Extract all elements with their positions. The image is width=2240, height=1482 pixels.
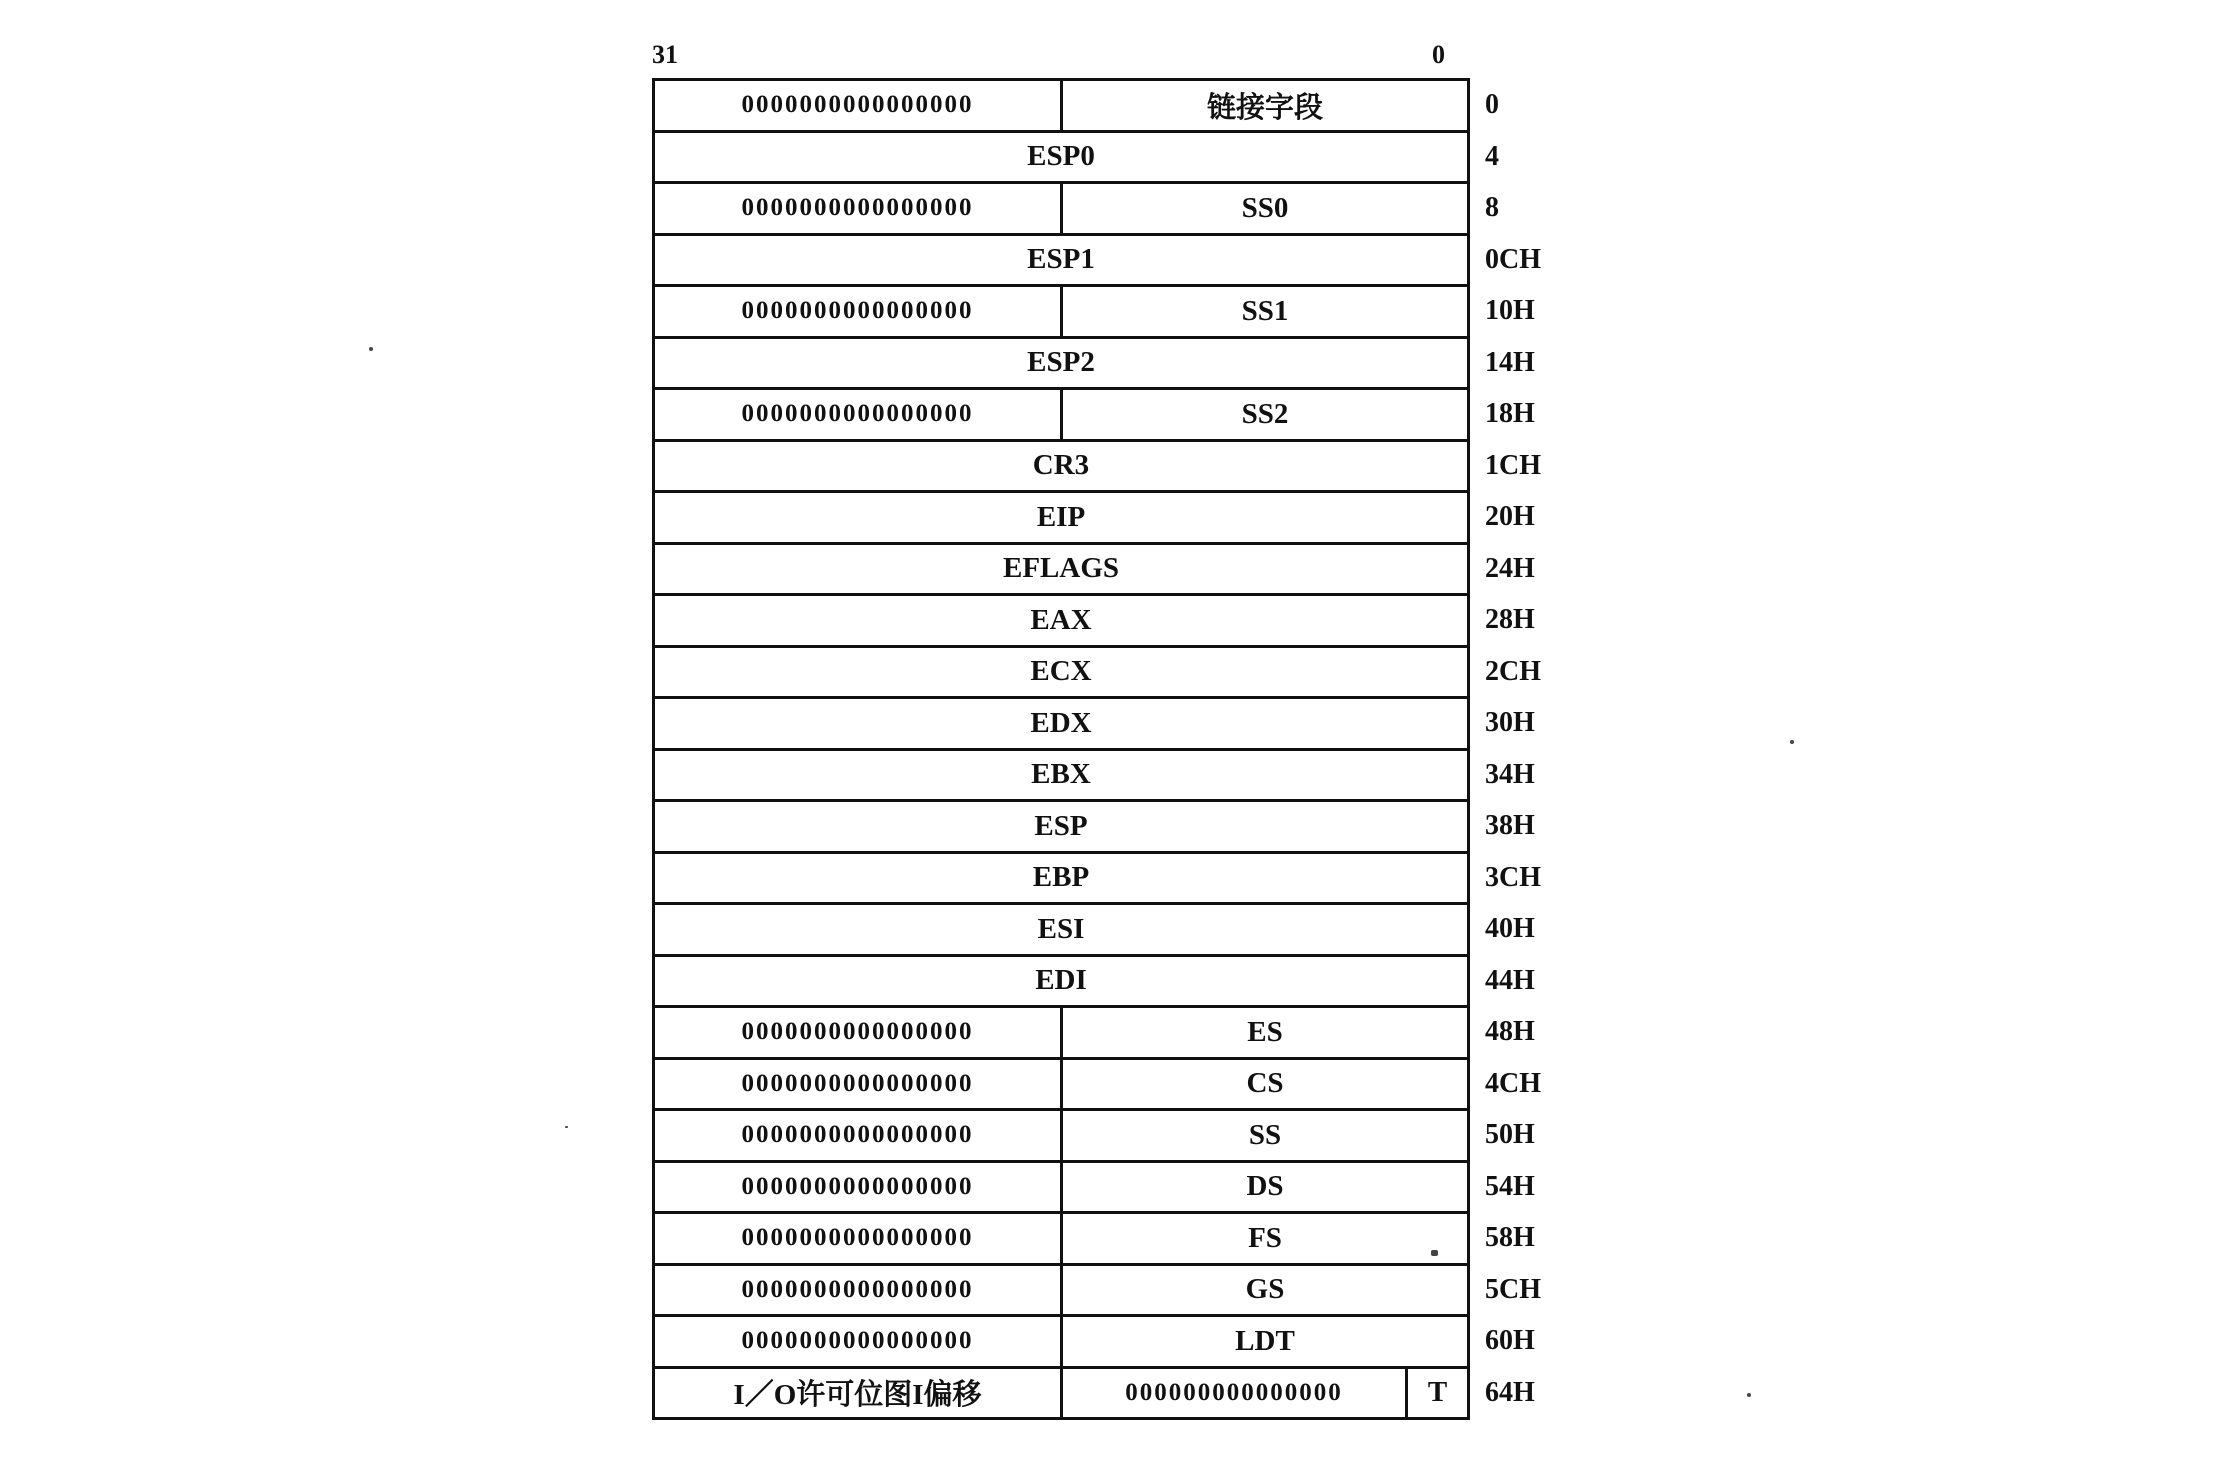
scan-speck bbox=[1747, 1393, 1751, 1397]
field-cell: ESP1 bbox=[1027, 243, 1095, 276]
reserved-bits-cell: 0000000000000000 bbox=[655, 1008, 1063, 1057]
offset-label: 4 bbox=[1485, 140, 1499, 172]
offset-label: 18H bbox=[1485, 398, 1535, 430]
field-cell: EDX bbox=[1030, 706, 1092, 739]
offset-label: 60H bbox=[1485, 1325, 1535, 1357]
offset-label: 30H bbox=[1485, 707, 1535, 739]
tss-row bbox=[655, 545, 1535, 597]
field-cell: CR3 bbox=[1032, 449, 1090, 482]
offset-label: 28H bbox=[1485, 604, 1535, 636]
tss-row bbox=[655, 802, 1535, 854]
reserved-bits-cell: 0000000000000000 bbox=[655, 81, 1063, 130]
tss-row bbox=[655, 699, 1535, 751]
offset-label: 0 bbox=[1485, 89, 1499, 121]
field-cell: ESI bbox=[1037, 912, 1085, 945]
offset-label: 14H bbox=[1485, 346, 1535, 378]
offset-label: 64H bbox=[1485, 1376, 1535, 1408]
tss-row bbox=[655, 1163, 1535, 1215]
offset-label: 20H bbox=[1485, 501, 1535, 533]
reserved-bits-cell: 0000000000000000 bbox=[655, 390, 1063, 439]
field-cell: DS bbox=[1246, 1170, 1284, 1203]
field-cell: ECX bbox=[1030, 655, 1092, 688]
reserved-bits-cell: 0000000000000000 bbox=[655, 1317, 1063, 1366]
offset-label: 50H bbox=[1485, 1119, 1535, 1151]
io-bitmap-offset-cell: I／O许可位图I偏移 bbox=[655, 1369, 1063, 1418]
bit-0-label: 0 bbox=[1432, 40, 1445, 69]
reserved-bits-cell: 0000000000000000 bbox=[655, 1266, 1063, 1315]
field-cell: EDI bbox=[1035, 964, 1087, 997]
reserved-bits-cell: 0000000000000000 bbox=[655, 287, 1063, 336]
field-cell: GS bbox=[1245, 1273, 1285, 1306]
tss-row bbox=[655, 287, 1535, 339]
offset-label: 4CH bbox=[1485, 1067, 1541, 1099]
field-cell: ES bbox=[1247, 1015, 1283, 1048]
trap-flag-cell: T bbox=[1427, 1376, 1448, 1409]
tss-row bbox=[655, 339, 1535, 391]
tss-row bbox=[655, 1111, 1535, 1163]
tss-row bbox=[655, 1369, 1535, 1421]
tss-row bbox=[655, 1060, 1541, 1112]
tss-row bbox=[655, 957, 1535, 1009]
field-cell: EFLAGS bbox=[1002, 552, 1120, 585]
tss-row bbox=[655, 236, 1541, 288]
tss-row bbox=[655, 442, 1541, 494]
offset-label: 1CH bbox=[1485, 449, 1541, 481]
offset-label: 3CH bbox=[1485, 861, 1541, 893]
offset-label: 34H bbox=[1485, 758, 1535, 790]
reserved-bits-cell: 0000000000000000 bbox=[655, 1060, 1063, 1109]
tss-row bbox=[655, 1317, 1535, 1369]
field-cell: CS bbox=[1246, 1067, 1284, 1100]
offset-label: 48H bbox=[1485, 1016, 1535, 1048]
field-cell: ESP0 bbox=[1027, 140, 1095, 173]
field-cell: SS0 bbox=[1241, 191, 1289, 224]
scan-speck bbox=[1431, 1250, 1438, 1256]
tss-row bbox=[655, 1008, 1535, 1060]
offset-label: 54H bbox=[1485, 1170, 1535, 1202]
tss-row bbox=[655, 1214, 1535, 1266]
tss-row bbox=[655, 493, 1535, 545]
tss-row bbox=[655, 905, 1535, 957]
field-cell: ESP2 bbox=[1027, 346, 1095, 379]
field-cell: EIP bbox=[1036, 500, 1086, 533]
offset-label: 0CH bbox=[1485, 243, 1541, 275]
offset-label: 10H bbox=[1485, 295, 1535, 327]
tss-row bbox=[655, 81, 1499, 133]
bit-31-label: 31 bbox=[652, 40, 678, 69]
tss-structure-table bbox=[652, 78, 1541, 1420]
field-cell: FS bbox=[1248, 1221, 1282, 1254]
offset-label: 5CH bbox=[1485, 1273, 1541, 1305]
field-cell: SS bbox=[1248, 1118, 1282, 1151]
offset-label: 8 bbox=[1485, 192, 1499, 224]
tss-row bbox=[655, 1266, 1541, 1318]
reserved-bits-cell: 000000000000000 bbox=[1063, 1369, 1408, 1418]
reserved-bits-cell: 0000000000000000 bbox=[655, 1163, 1063, 1212]
field-cell: EBP bbox=[1032, 861, 1090, 894]
offset-label: 40H bbox=[1485, 913, 1535, 945]
field-cell: EAX bbox=[1030, 603, 1092, 636]
reserved-bits-cell: 0000000000000000 bbox=[655, 1111, 1063, 1160]
reserved-bits-cell: 0000000000000000 bbox=[655, 1214, 1063, 1263]
tss-row bbox=[655, 133, 1499, 185]
reserved-bits-cell: 0000000000000000 bbox=[655, 184, 1063, 233]
field-cell: 链接字段 bbox=[1206, 91, 1323, 124]
field-cell: ESP bbox=[1034, 809, 1088, 842]
field-cell: EBX bbox=[1031, 758, 1091, 791]
tss-row bbox=[655, 854, 1541, 906]
scan-speck bbox=[565, 1126, 568, 1128]
field-cell: LDT bbox=[1235, 1324, 1295, 1357]
tss-row bbox=[655, 648, 1541, 700]
offset-label: 24H bbox=[1485, 552, 1535, 584]
offset-label: 58H bbox=[1485, 1222, 1535, 1254]
scan-speck bbox=[1790, 740, 1794, 744]
field-cell: SS2 bbox=[1241, 397, 1289, 430]
scan-speck bbox=[369, 347, 373, 351]
tss-row bbox=[655, 184, 1499, 236]
offset-label: 44H bbox=[1485, 964, 1535, 996]
tss-row bbox=[655, 596, 1535, 648]
tss-row bbox=[655, 751, 1535, 803]
field-cell: SS1 bbox=[1241, 294, 1289, 327]
offset-label: 38H bbox=[1485, 810, 1535, 842]
tss-row bbox=[655, 390, 1535, 442]
offset-label: 2CH bbox=[1485, 655, 1541, 687]
